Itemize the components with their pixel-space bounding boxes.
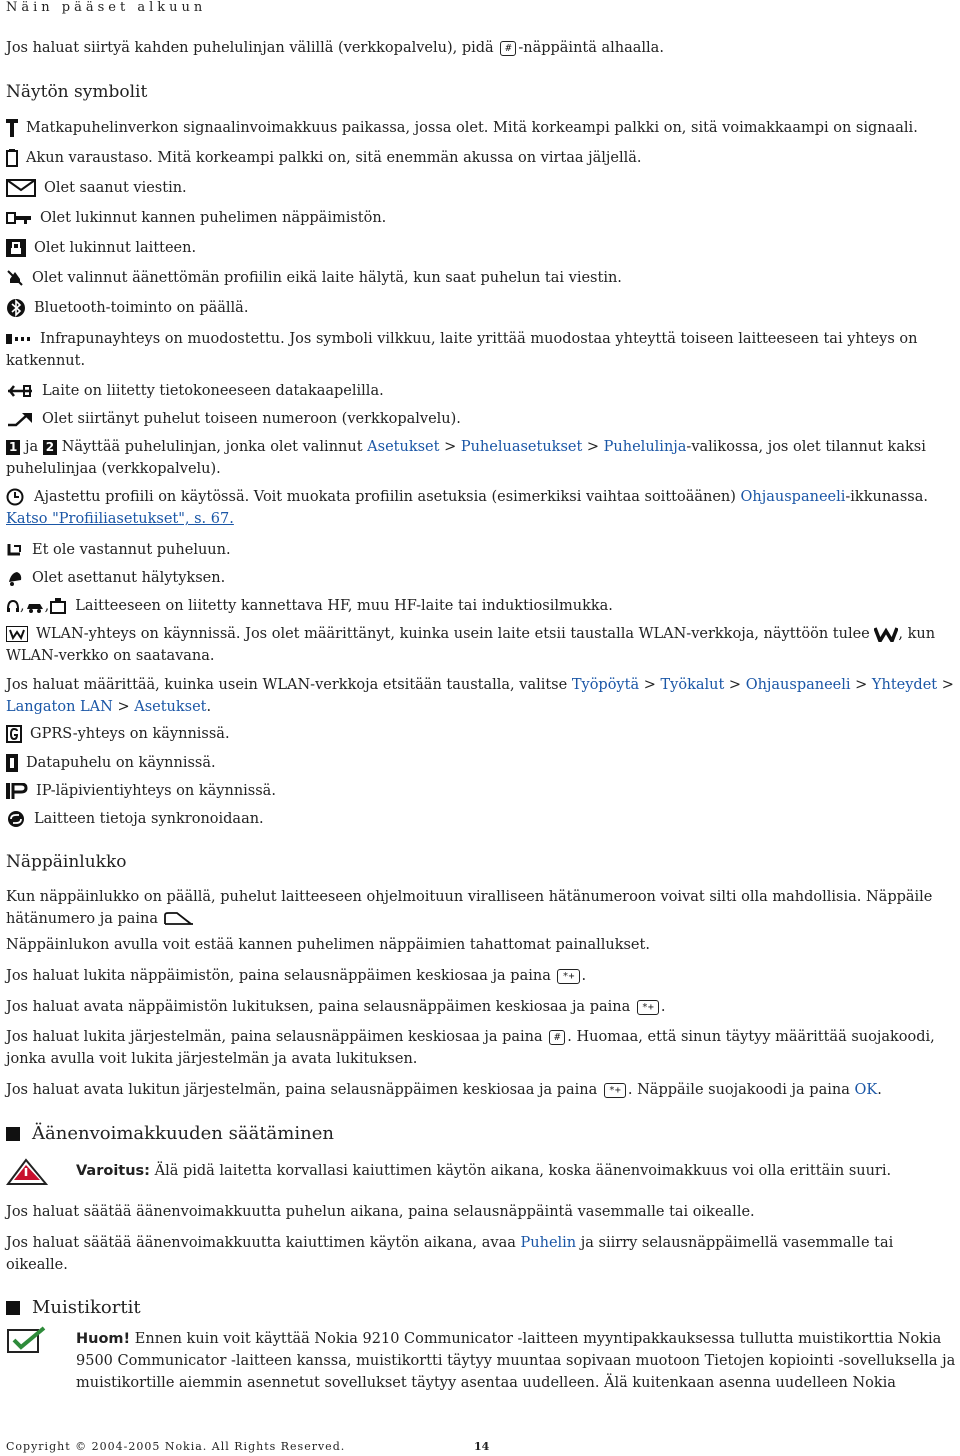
star-key-icon: *+ <box>637 1000 659 1015</box>
keylock-p3 <box>6 965 956 987</box>
symbol-row-device-lock <box>6 237 956 259</box>
symbols-heading: Näytön symbolit <box>6 82 148 102</box>
note-label: Huom! <box>76 1331 131 1347</box>
link-ohjauspaneeli[interactable]: Ohjauspaneeli <box>740 489 846 505</box>
keylock-text-3: Jos haluat lukita näppäimistön, paina selausnäppäimen keskiosaa ja paina <box>6 968 551 984</box>
note-icon <box>6 1326 48 1356</box>
symbol-desc: IP-läpivientiyhteys on käynnissä. <box>36 783 276 799</box>
period: . <box>660 999 666 1015</box>
symbol-row-bluetooth <box>6 297 956 319</box>
link-puheluasetukset[interactable]: Puheluasetukset <box>460 439 583 455</box>
symbol-row-keylock <box>6 207 956 229</box>
sep: > <box>444 439 457 455</box>
symbol-desc: Olet saanut viestin. <box>44 180 187 196</box>
symbol-desc: Laitteen tietoja synkronoidaan. <box>34 811 264 827</box>
link-yhteydet[interactable]: Yhteydet <box>871 677 938 693</box>
volume-heading <box>6 1123 334 1144</box>
section-bullet-icon <box>6 1301 20 1315</box>
bluetooth-icon <box>6 298 26 318</box>
copyright: Copyright © 2004-2005 Nokia. All Rights Reserved. <box>6 1440 346 1453</box>
link-asetukset[interactable]: Asetukset <box>367 439 440 455</box>
symbol-row-silent <box>6 267 956 289</box>
section-bullet-icon <box>6 1127 20 1141</box>
silent-icon <box>6 269 24 287</box>
keylock-text-6b: . Näppäile suojakoodi ja paina <box>627 1082 850 1098</box>
clock-icon <box>6 488 26 506</box>
keylock-text-1: Kun näppäinlukko on päällä, puhelut laitteeseen ohjelmoituun viralliseen hätänumeroon voivat silti olla mahdollisia. Näppäile hätänumero ja paina <box>6 889 933 927</box>
missed-call-icon <box>6 542 24 558</box>
envelope-icon <box>6 179 36 197</box>
car-kit-icon <box>25 599 45 613</box>
period: . <box>581 968 587 984</box>
symbol-row-infrared <box>6 328 956 372</box>
sep: > <box>117 699 130 715</box>
period: . <box>877 1082 882 1098</box>
symbol-row-alarm <box>6 567 956 589</box>
data-cable-icon <box>6 383 34 399</box>
link-puhelin[interactable]: Puhelin <box>520 1235 577 1251</box>
symbol-desc: Olet asettanut hälytyksen. <box>32 570 226 586</box>
volume-text-2b: ja siirry selausnäppäimellä vasemmalle tai oikealle. <box>6 1235 894 1273</box>
divert-icon <box>6 411 34 427</box>
hash-key-icon: # <box>549 1030 565 1045</box>
symbol-row-gprs <box>6 723 956 745</box>
warning-text: Älä pidä laitetta korvallasi kaiuttimen käytön aikana, koska äänenvoimakkuus voi olla erittäin suuri. <box>154 1163 892 1179</box>
keylock-p5 <box>6 1026 956 1070</box>
battery-icon <box>6 149 18 167</box>
symbol-desc: Olet lukinnut laitteen. <box>34 240 197 256</box>
link-ok[interactable]: OK <box>854 1082 878 1098</box>
keylock-text-5: Jos haluat lukita järjestelmän, paina selausnäppäimen keskiosaa ja paina <box>6 1029 543 1045</box>
wlan-icon <box>6 626 28 642</box>
symbol-desc: Datapuhelu on käynnissä. <box>26 755 216 771</box>
symbol-desc: GPRS-yhteys on käynnissä. <box>30 726 230 742</box>
symbol-desc: Bluetooth-toiminto on päällä. <box>34 300 249 316</box>
keylock-text-5b: . Huomaa, että sinun täytyy määrittää suojakoodi, jonka avulla voit lukita järjestelmän ja avata lukituksen. <box>6 1029 935 1067</box>
cards-heading-text: Muistikortit <box>32 1297 141 1318</box>
symbol-desc: Laitteeseen on liitetty kannettava HF, muu HF-laite tai induktiosilmukka. <box>75 598 613 614</box>
symbol-row-sync <box>6 808 956 830</box>
sep: > <box>586 439 600 455</box>
intro-paragraph <box>6 37 956 59</box>
symbol-row-datacall <box>6 752 956 774</box>
symbol-desc: Olet lukinnut kannen puhelimen näppäimistön. <box>40 210 387 226</box>
warning-box <box>76 1160 956 1182</box>
page-number: 14 <box>474 1440 490 1453</box>
volume-p1: Jos haluat säätää äänenvoimakkuutta puhelun aikana, paina selausnäppäintä vasemmalle tai oikealle. <box>6 1204 755 1220</box>
volume-p2 <box>6 1232 956 1276</box>
symbol-row-divert <box>6 408 956 430</box>
alarm-bell-icon <box>6 570 24 586</box>
link-ohjauspaneeli-2[interactable]: Ohjauspaneeli <box>745 677 851 693</box>
call-key-icon <box>163 912 195 926</box>
symbol-desc: Et ole vastannut puheluun. <box>32 542 231 558</box>
link-puhelulinja[interactable]: Puhelulinja <box>603 439 687 455</box>
lines-text-end: -valikossa, jos olet tilannut kaksi puhelulinjaa (verkkopalvelu). <box>6 439 926 477</box>
device-lock-icon <box>6 239 26 257</box>
lines-text: Näyttää puhelulinjan, jonka olet valinnut <box>61 439 363 455</box>
cards-heading <box>6 1297 141 1318</box>
symbol-row-wlan <box>6 623 956 667</box>
note-text: Ennen kuin voit käyttää Nokia 9210 Communicator -laitteen myyntipakkauksessa tullutta muistikorttia Nokia 9500 Communicator -laitteen kanssa, muistikortti täytyy muuntaa sopivaan muotoon Tietojen kopiointi -sovelluksella ja muistikortille aiemmin asennetut sovellukset täytyy asentaa uudelleen. Älä kuitenkaan asenna uudelleen Nokia <box>76 1331 956 1391</box>
link-langaton-lan[interactable]: Langaton LAN <box>6 699 113 715</box>
link-asetukset-2[interactable]: Asetukset <box>134 699 207 715</box>
symbol-row-signal <box>6 117 956 139</box>
sep: > <box>728 677 742 693</box>
volume-text-2: Jos haluat säätää äänenvoimakkuutta kaiuttimen käytön aikana, avaa <box>6 1235 516 1251</box>
signal-icon <box>6 119 18 137</box>
wlan-search-text: Jos haluat määrittää, kuinka usein WLAN-verkkoja etsitään taustalla, valitse <box>6 677 568 693</box>
symbol-desc: Olet valinnut äänettömän profiilin eikä laite hälytä, kun saat puhelun tai viestin. <box>32 270 622 286</box>
warning-label: Varoitus: <box>76 1163 150 1179</box>
symbol-row-timed <box>6 486 956 530</box>
sep: > <box>643 677 656 693</box>
wlan-text: WLAN-yhteys on käynnissä. Jos olet määrittänyt, kuinka usein laite etsii taustalla WLAN-verkkoja, näyttöön tulee <box>36 626 870 642</box>
symbol-desc: Olet siirtänyt puhelut toiseen numeroon (verkkopalvelu). <box>42 411 461 427</box>
keylock-p6 <box>6 1079 956 1101</box>
keylock-p4 <box>6 996 956 1018</box>
sep: , <box>44 598 50 614</box>
keylock-p1 <box>6 886 956 930</box>
headset-icon <box>6 599 20 613</box>
period: . <box>206 699 212 715</box>
sep: > <box>855 677 868 693</box>
lines-ja: ja <box>24 439 39 455</box>
volume-heading-text: Äänenvoimakkuuden säätäminen <box>32 1123 334 1144</box>
keylock-text-6: Jos haluat avata lukitun järjestelmän, paina selausnäppäimen keskiosaa ja paina <box>6 1082 598 1098</box>
wlan-search-paragraph <box>6 674 956 718</box>
symbol-row-battery <box>6 147 956 169</box>
link-profiiliasetukset[interactable]: Katso "Profiiliasetukset", s. 67. <box>6 511 234 527</box>
symbol-row-datacable <box>6 380 956 402</box>
wlan-text-end: , kun WLAN-verkko on saatavana. <box>6 626 936 664</box>
ip-passthrough-icon <box>6 783 28 799</box>
gprs-icon <box>6 725 22 743</box>
infrared-icon <box>6 332 32 346</box>
symbol-desc: Infrapunayhteys on muodostettu. Jos symboli vilkkuu, laite yrittää muodostaa yhteyttä toiseen laitteeseen tai yhteys on katkennut. <box>6 331 918 369</box>
line-one-icon: 1 <box>6 440 20 455</box>
key-icon <box>6 210 32 226</box>
symbol-row-ip <box>6 780 956 802</box>
link-tyopoyta[interactable]: Työpöytä <box>571 677 640 693</box>
sync-icon <box>6 810 26 828</box>
warning-icon <box>6 1158 48 1186</box>
star-key-icon: *+ <box>557 969 579 984</box>
symbol-row-lines <box>6 436 956 480</box>
link-tyokalut[interactable]: Työkalut <box>660 677 725 693</box>
loopset-icon <box>49 598 67 614</box>
symbol-row-missed <box>6 539 956 561</box>
running-title: Näin pääset alkuun <box>6 0 207 15</box>
symbol-desc: Matkapuhelinverkon signaalinvoimakkuus paikassa, jossa olet. Mitä korkeampi palkki on, sitä voimakkaampi on signaali. <box>26 120 918 136</box>
keylock-p2: Näppäinlukon avulla voit estää kannen puhelimen näppäimien tahattomat painallukset. <box>6 937 650 953</box>
star-key-icon: *+ <box>604 1083 626 1098</box>
intro-text: Jos haluat siirtyä kahden puhelulinjan välillä (verkkopalvelu), pidä <box>6 40 494 56</box>
symbol-desc: Laite on liitetty tietokoneeseen datakaapelilla. <box>42 383 384 399</box>
intro-text-end: -näppäintä alhaalla. <box>518 40 664 56</box>
keylock-heading: Näppäinlukko <box>6 852 127 872</box>
sep: > <box>941 677 954 693</box>
hash-key-icon: # <box>500 41 516 56</box>
data-call-icon <box>6 754 18 772</box>
wlan-available-icon <box>874 626 898 642</box>
timed-text: Ajastettu profiili on käytössä. Voit muokata profiilin asetuksia (esimerkiksi vaihtaa soittoäänen) <box>34 489 736 505</box>
sep: , <box>20 598 25 614</box>
keylock-text-4: Jos haluat avata näppäimistön lukituksen, paina selausnäppäimen keskiosaa ja paina <box>6 999 631 1015</box>
symbol-row-message <box>6 177 956 199</box>
timed-text-end: -ikkunassa. <box>845 489 928 505</box>
symbol-row-hf <box>6 595 956 617</box>
symbol-desc: Akun varaustaso. Mitä korkeampi palkki on, sitä enemmän akussa on virtaa jäljellä. <box>26 150 642 166</box>
note-box <box>76 1328 956 1394</box>
line-two-icon: 2 <box>43 440 57 455</box>
